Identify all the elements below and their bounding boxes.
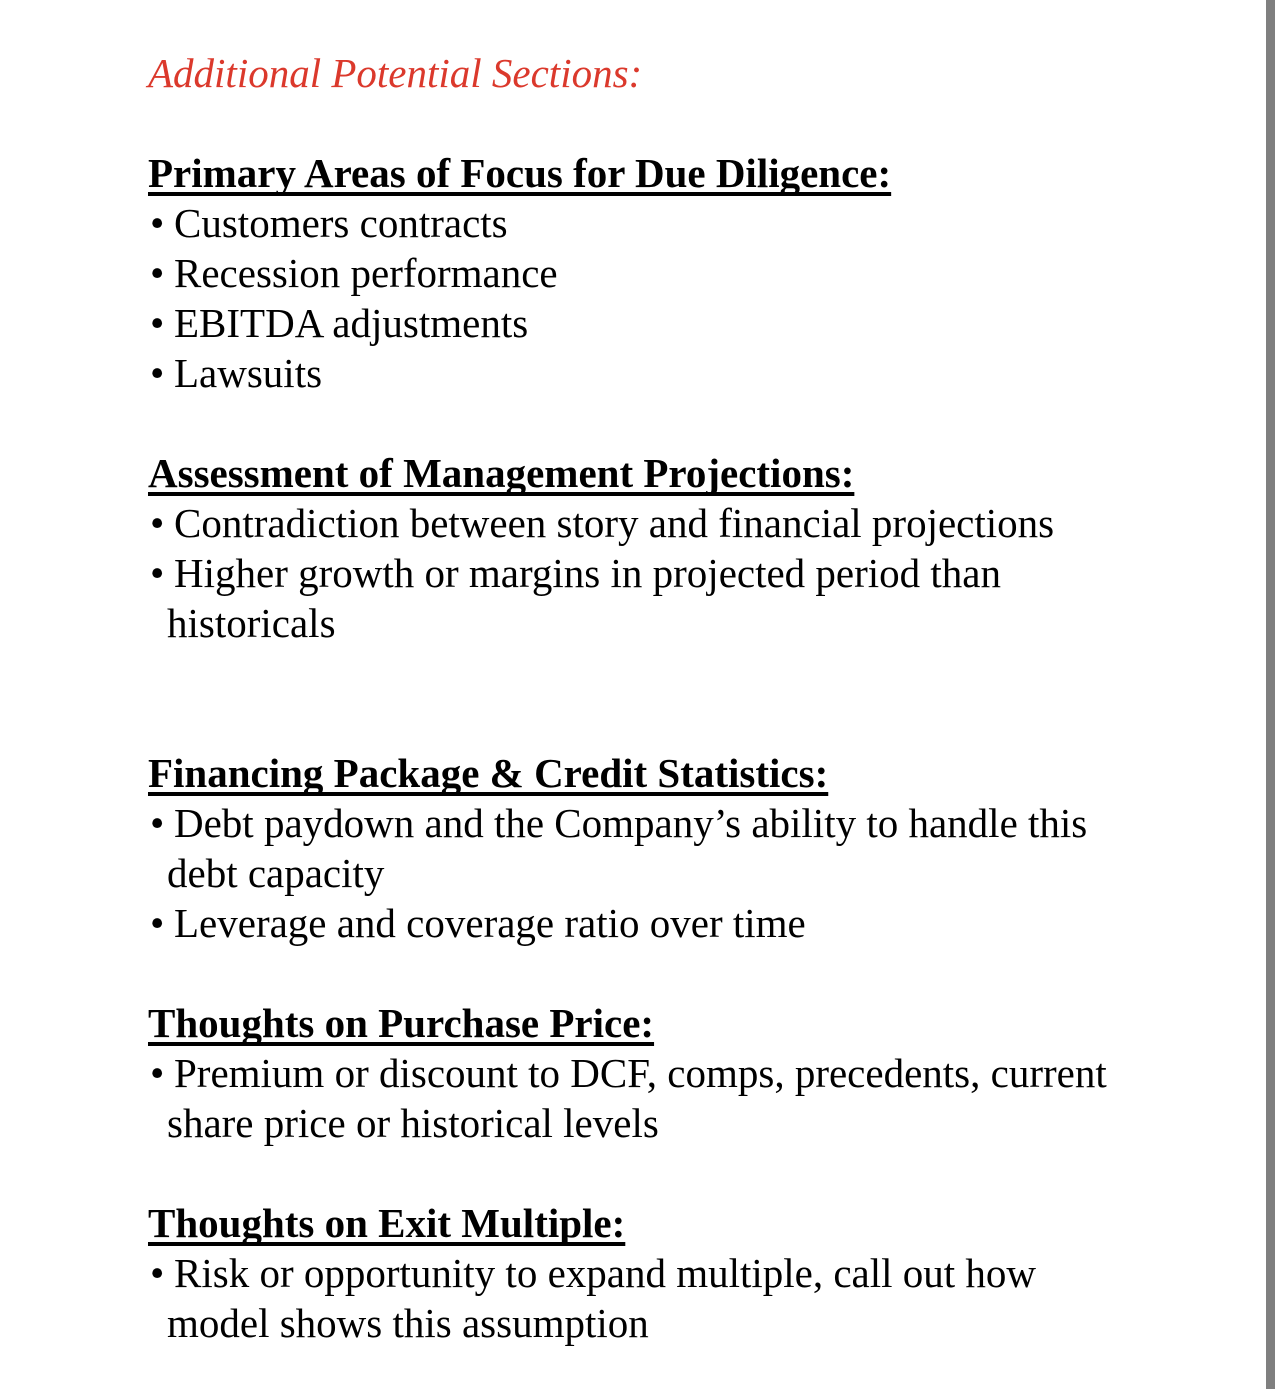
list-item xyxy=(148,1048,1258,1148)
list-item-text: Leverage and coverage ratio over time xyxy=(174,900,806,946)
list-item-text: Premium or discount to DCF, comps, precedents, current xyxy=(174,1050,1107,1096)
bullet-icon: • xyxy=(150,800,165,846)
section-primary-areas xyxy=(148,148,1258,398)
list-item-text: Contradiction between story and financial projections xyxy=(174,500,1055,546)
list-item xyxy=(148,348,1258,398)
section-financing-package xyxy=(148,748,1258,948)
list-item-text: Higher growth or margins in projected period than xyxy=(174,550,1002,596)
section-heading-exit-multiple xyxy=(148,1198,1258,1248)
bullet-icon: • xyxy=(150,350,165,396)
intro-heading: Additional Potential Sections: xyxy=(148,50,643,96)
list-item-text: Customers contracts xyxy=(174,200,508,246)
section-heading-text: Primary Areas of Focus for Due Diligence: xyxy=(148,150,892,196)
bullet-icon: • xyxy=(150,900,165,946)
section-heading-text: Thoughts on Purchase Price: xyxy=(148,1000,655,1046)
list-item xyxy=(148,498,1258,548)
section-heading-purchase-price xyxy=(148,998,1258,1048)
list-item-text-continued: debt capacity xyxy=(167,850,385,896)
section-purchase-price xyxy=(148,998,1258,1148)
bullet-icon: • xyxy=(150,550,165,596)
list-item xyxy=(148,248,1258,298)
section-heading-management-projections xyxy=(148,448,1258,498)
list-item xyxy=(148,298,1258,348)
section-heading-text: Thoughts on Exit Multiple: xyxy=(148,1200,626,1246)
section-heading-primary-areas xyxy=(148,148,1258,198)
section-heading-text: Assessment of Management Projections: xyxy=(148,450,855,496)
list-item-text-continued: historicals xyxy=(167,600,336,646)
scrollbar-thumb[interactable] xyxy=(1266,0,1275,1389)
section-heading-financing-package xyxy=(148,748,1258,798)
list-item-text: Debt paydown and the Company’s ability to handle this xyxy=(174,800,1088,846)
bullet-icon: • xyxy=(150,200,165,246)
list-item-text: Lawsuits xyxy=(174,350,323,396)
bullet-icon: • xyxy=(150,1250,165,1296)
bullet-icon: • xyxy=(150,300,165,346)
list-item xyxy=(148,548,1258,648)
list-item-text-continued: model shows this assumption xyxy=(167,1300,649,1346)
bullet-icon: • xyxy=(150,250,165,296)
list-item-text: Risk or opportunity to expand multiple, call out how xyxy=(174,1250,1037,1296)
list-item xyxy=(148,898,1258,948)
list-item xyxy=(148,198,1258,248)
section-exit-multiple xyxy=(148,1198,1258,1348)
list-item xyxy=(148,1248,1258,1348)
section-management-projections xyxy=(148,448,1258,648)
section-heading-text: Financing Package & Credit Statistics: xyxy=(148,750,829,796)
bullet-icon: • xyxy=(150,500,165,546)
document-content xyxy=(148,48,1258,1348)
list-item-text: Recession performance xyxy=(174,250,558,296)
list-item-text: EBITDA adjustments xyxy=(174,300,529,346)
list-item-text-continued: share price or historical levels xyxy=(167,1100,659,1146)
list-item xyxy=(148,798,1258,898)
bullet-icon: • xyxy=(150,1050,165,1096)
